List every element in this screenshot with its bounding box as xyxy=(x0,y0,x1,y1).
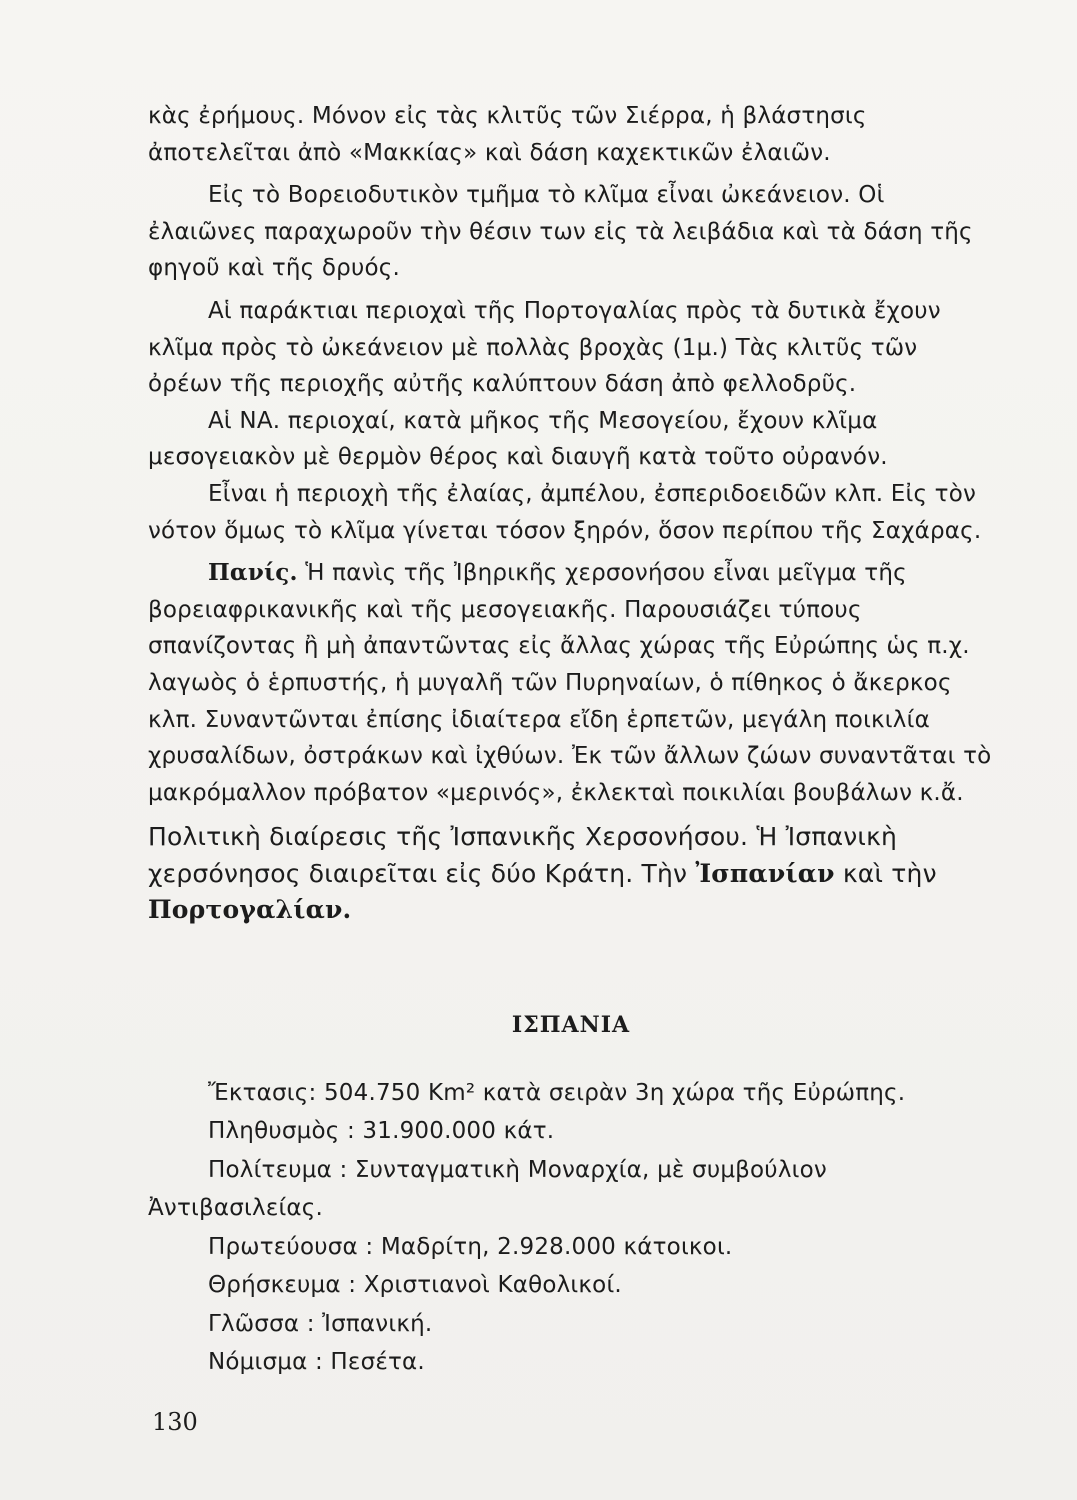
paragraph-olive-region: Εἶναι ἡ περιοχὴ τῆς ἐλαίας, ἀμπέλου, ἐσπεριδοειδῶν κλπ. Εἰς τὸν νότον ὅμως τὸ κλῖμα γίνεται τόσον ξηρόν, ὅσον περίπου τῆς Σαχάρας. xyxy=(148,480,982,544)
fact-government: Πολίτευμα : Συνταγματικὴ Μοναρχία, μὲ συμβούλιον Ἀντιβασιλείας. xyxy=(148,1156,827,1222)
paragraph-southeast-climate: Αἱ ΝΑ. περιοχαί, κατὰ μῆκος τῆς Μεσογείου, ἔχουν κλῖμα μεσογειακὸν μὲ θερμὸν θέρος καὶ διαυγῆ κατὰ τοῦτο οὐρανόν. xyxy=(148,407,888,471)
conjunction-text: καὶ τὴν xyxy=(834,858,937,888)
fauna-label: Πανίς. xyxy=(208,559,298,587)
political-division-heading: Πολιτικὴ διαίρεσις τῆς Ἰσπανικῆς Χερσονήσου. xyxy=(148,822,749,852)
portugal-term: Πορτογαλίαν. xyxy=(148,895,352,925)
fact-capital: Πρωτεύουσα : Μαδρίτη, 2.928.000 κάτοικοι. xyxy=(208,1233,733,1260)
fact-language: Γλῶσσα : Ἰσπανική. xyxy=(208,1310,433,1337)
paragraph-fauna xyxy=(148,555,994,811)
fact-population: Πληθυσμὸς : 31.900.000 κάτ. xyxy=(208,1118,555,1145)
fauna-text: Ἡ πανὶς τῆς Ἰβηρικῆς χερσονήσου εἶναι μεῖγμα τῆς βορειαφρικανικῆς καὶ τῆς μεσογειακῆς. Παρουσιάζει τύπους σπανίζοντας ἢ μὴ ἀπαντῶντας εἰς ἄλλας χώρας τῆς Εὐρώπης ὡς π.χ. λαγωὸς ὁ ἑρπυστής, ἡ μυγαλῆ τῶν Πυρηναίων, ὁ πίθηκος ὁ ἄκερκος κλπ. Συναντῶνται ἐπίσης ἰδιαίτερα εἴδη ἑρπετῶν, μεγάλη ποικιλία χρυσαλίδων, ὀστράκων καὶ ἰχθύων. Ἐκ τῶν ἄλλων ζώων συναντᾶται τὸ μακρόμαλλον πρόβατον «μερινός», ἐκλεκταὶ ποικιλίαι βουβάλων κ.ἄ. xyxy=(148,560,992,806)
fact-religion: Θρήσκευμα : Χριστιανοὶ Καθολικοί. xyxy=(208,1272,622,1299)
country-facts xyxy=(148,1074,994,1382)
paragraph-political-division xyxy=(148,819,994,929)
fact-area: Ἔκτασις: 504.750 Km² κατὰ σειρὰν 3η χώρα τῆς Εὐρώπης. xyxy=(208,1079,906,1106)
text-column xyxy=(148,98,994,1382)
section-title-spain: ΙΣΠΑΝΙΑ xyxy=(511,1012,631,1039)
page-number: 130 xyxy=(152,1408,198,1436)
paragraph-northwest-climate: Εἰς τὸ Βορειοδυτικὸν τμῆμα τὸ κλῖμα εἶναι ὠκεάνειον. Οἱ ἐλαιῶνες παραχωροῦν τὴν θέσιν των εἰς τὰ λειβάδια καὶ τὰ δάση τῆς φηγοῦ καὶ τῆς δρυός. xyxy=(148,182,973,282)
spain-term: Ἰσπανίαν xyxy=(695,858,835,888)
paragraph-vegetation-sierra: κὰς ἐρήμους. Μόνον εἰς τὰς κλιτῦς τῶν Σιέρρα, ἡ βλάστησις ἀποτελεῖται ἀπὸ «Μακκίας» καὶ δάση καχεκτικῶν ἐλαιῶν. xyxy=(148,103,867,166)
political-division-text: Ἡ Ἰσπανικὴ χερσόνησος διαιρεῖται εἰς δύο Κράτη. Τὴν xyxy=(148,822,898,888)
fact-currency: Νόμισμα : Πεσέτα. xyxy=(208,1349,425,1376)
paragraph-portugal-coast: Αἱ παράκτιαι περιοχαὶ τῆς Πορτογαλίας πρὸς τὰ δυτικὰ ἔχουν κλῖμα πρὸς τὸ ὠκεάνειον μὲ πολλὰς βροχὰς (1μ.) Τὰς κλιτῦς τῶν ὀρέων τῆς περιοχῆς αὐτῆς καλύπτουν δάση ἀπὸ φελλοδρῦς. xyxy=(148,297,941,398)
